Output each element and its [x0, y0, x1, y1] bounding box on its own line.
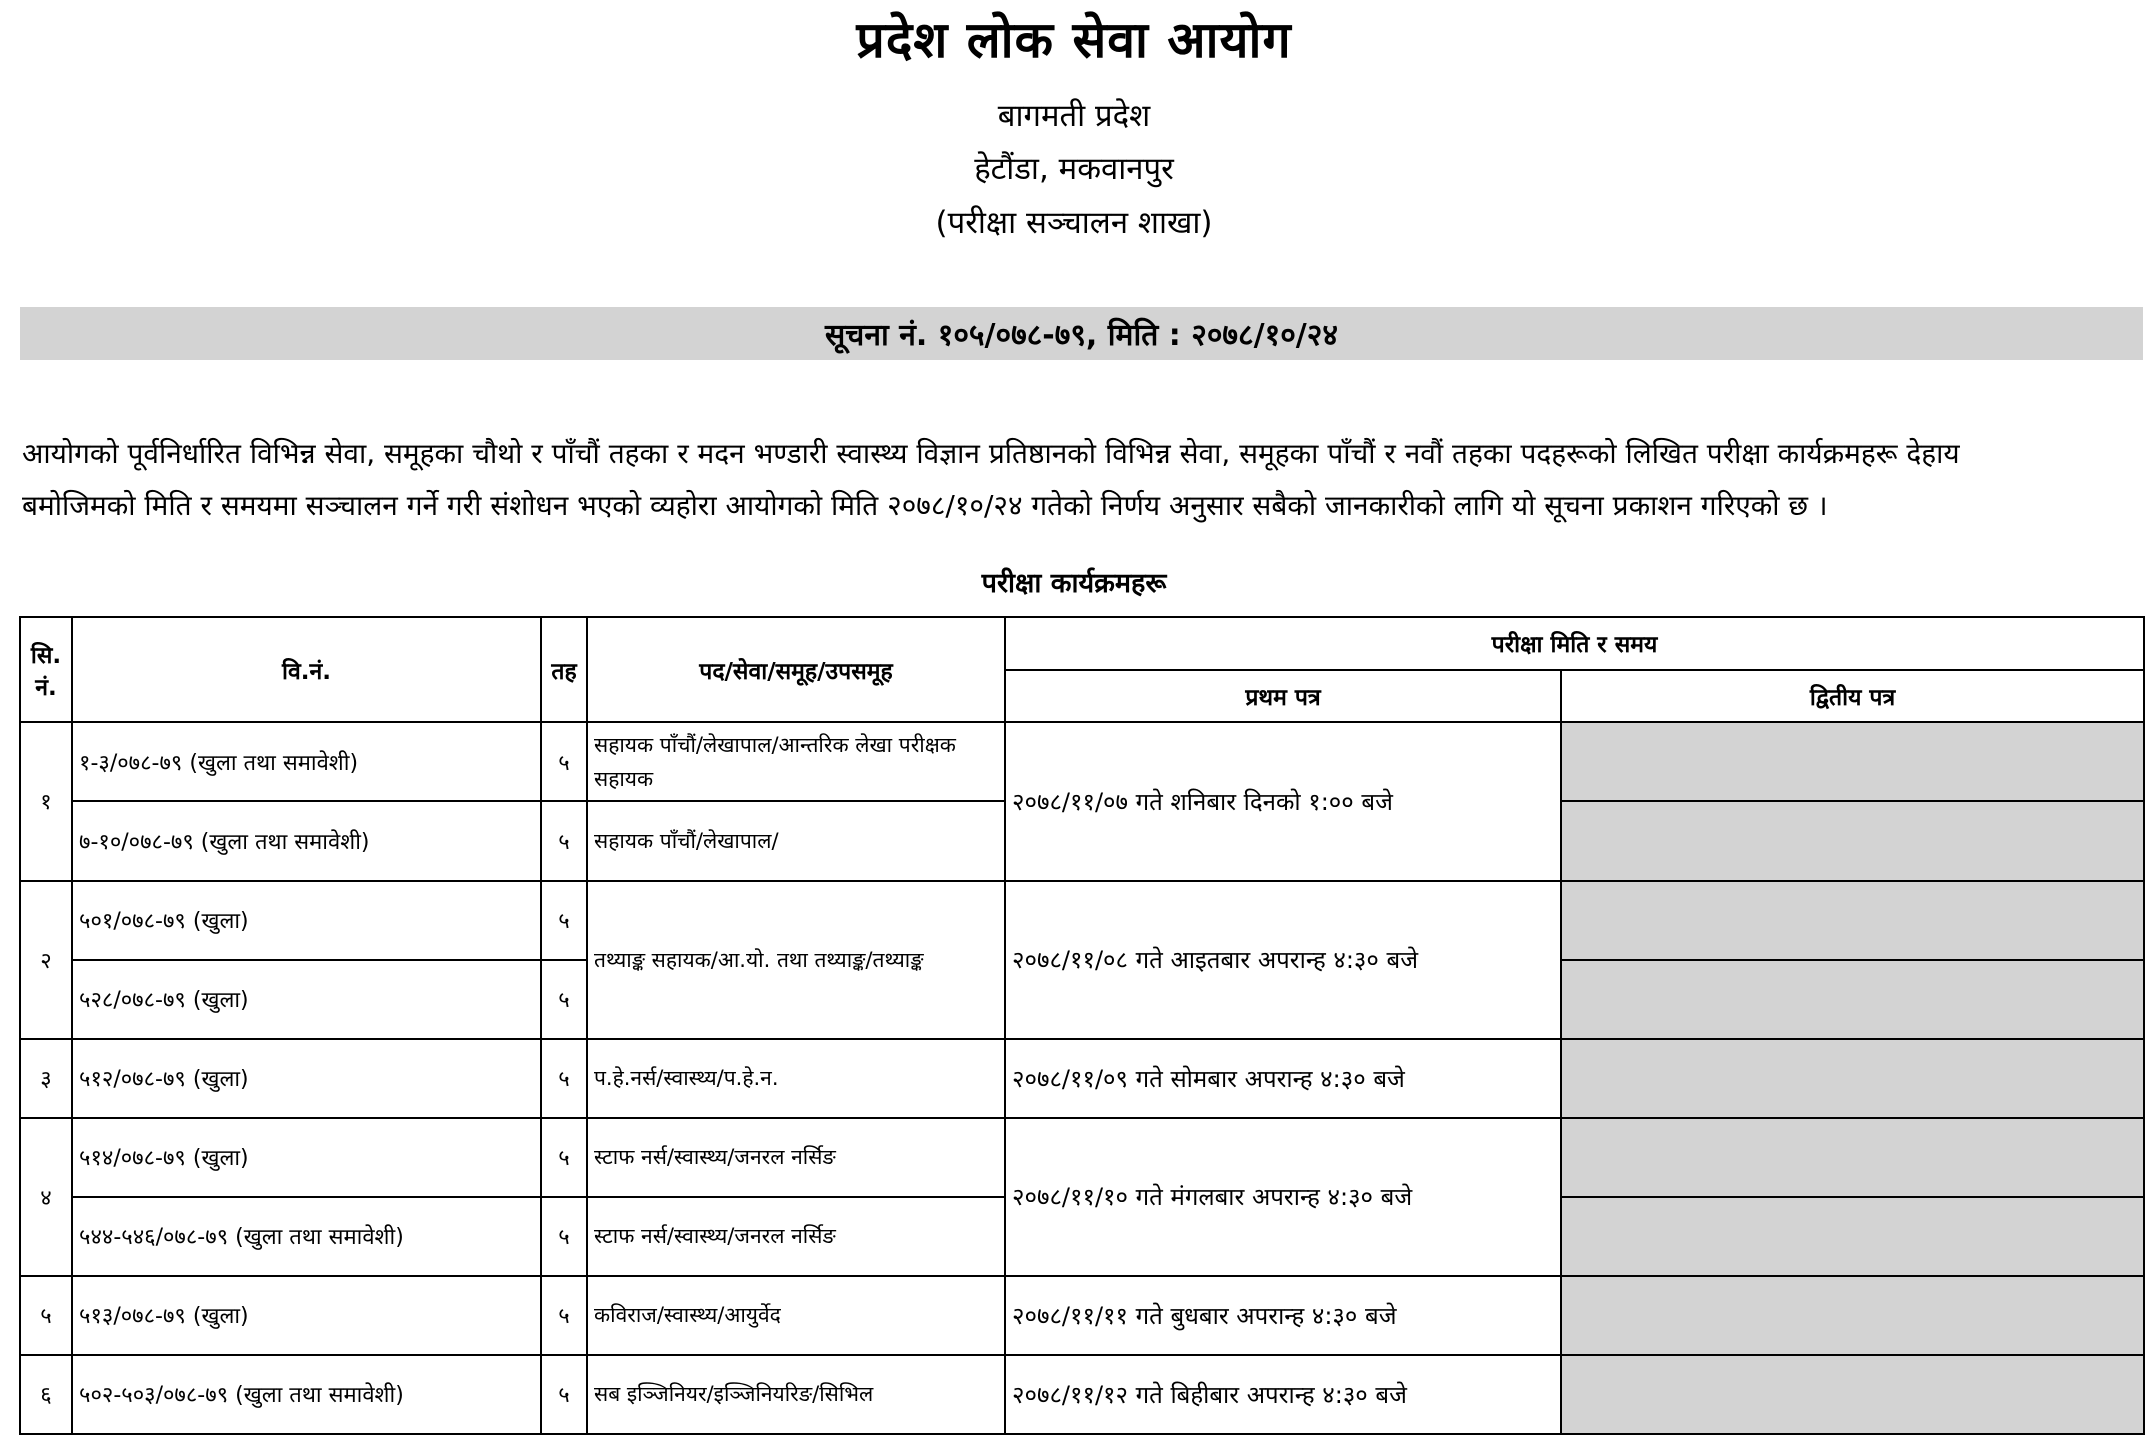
ad-no-cell: ५२८/०७८-७९ (खुला) — [72, 960, 541, 1039]
post-cell: तथ्याङ्क सहायक/आ.यो. तथा तथ्याङ्क/तथ्याङ्क — [587, 881, 1005, 1039]
second-paper-cell — [1561, 1276, 2144, 1355]
table-row — [20, 722, 2144, 801]
table-row — [20, 1118, 2144, 1197]
table-row — [20, 1276, 2144, 1355]
ad-no-cell: ७-१०/०७८-७९ (खुला तथा समावेशी) — [72, 801, 541, 880]
second-paper-cell — [1561, 1118, 2144, 1197]
level-cell: ५ — [541, 1118, 587, 1197]
first-paper-date-cell: २०७८/११/०९ गते सोमबार अपरान्ह ४:३० बजे — [1005, 1039, 1561, 1118]
sn-cell: ३ — [20, 1039, 72, 1118]
ad-no-cell: ५१२/०७८-७९ (खुला) — [72, 1039, 541, 1118]
level-cell: ५ — [541, 1197, 587, 1276]
sn-cell: ५ — [20, 1276, 72, 1355]
first-paper-date-cell: २०७८/११/१२ गते बिहीबार अपरान्ह ४:३० बजे — [1005, 1355, 1561, 1434]
second-paper-cell — [1561, 881, 2144, 960]
header-exam-datetime: परीक्षा मिति र समय — [1005, 617, 2144, 670]
level-cell: ५ — [541, 881, 587, 960]
table-header-row — [20, 617, 2144, 670]
notice-body-line: बमोजिमको मिति र समयमा सञ्चालन गर्ने गरी संशोधन भएको व्यहोरा आयोगको मिति २०७८/१०/२४ गतेको निर्णय अनुसार सबैको जानकारीको लागि यो सूचना प्रकाशन गरिएको छ । — [22, 489, 1828, 522]
post-cell: सब इञ्जिनियर/इञ्जिनियरिङ/सिभिल — [587, 1355, 1005, 1434]
post-cell: कविराज/स्वास्थ्य/आयुर्वेद — [587, 1276, 1005, 1355]
level-cell: ५ — [541, 1039, 587, 1118]
first-paper-date-cell: २०७८/११/०७ गते शनिबार दिनको १:०० बजे — [1005, 722, 1561, 880]
notice-body — [22, 428, 2132, 532]
sn-cell: १ — [20, 722, 72, 880]
second-paper-cell — [1561, 801, 2144, 880]
header-ad-no: वि.नं. — [72, 617, 541, 722]
sn-cell: २ — [20, 881, 72, 1039]
post-cell: सहायक पाँचौं/लेखापाल/ — [587, 801, 1005, 880]
table-row — [20, 881, 2144, 960]
post-cell: स्टाफ नर्स/स्वास्थ्य/जनरल नर्सिङ — [587, 1197, 1005, 1276]
header-level: तह — [541, 617, 587, 722]
first-paper-date-cell: २०७८/११/०८ गते आइतबार अपरान्ह ४:३० बजे — [1005, 881, 1561, 1039]
commission-title: प्रदेश लोक सेवा आयोग — [856, 11, 1292, 69]
province-name: बागमती प्रदेश — [997, 98, 1151, 134]
first-paper-date-cell: २०७८/११/११ गते बुधबार अपरान्ह ४:३० बजे — [1005, 1276, 1561, 1355]
exam-schedule-table — [19, 616, 2145, 1435]
ad-no-cell: ५४४-५४६/०७८-७९ (खुला तथा समावेशी) — [72, 1197, 541, 1276]
table-row — [20, 1355, 2144, 1434]
sn-cell: ४ — [20, 1118, 72, 1276]
table-title: परीक्षा कार्यक्रमहरू — [981, 568, 1167, 599]
second-paper-cell — [1561, 1197, 2144, 1276]
sn-cell: ६ — [20, 1355, 72, 1434]
level-cell: ५ — [541, 722, 587, 801]
header-post: पद/सेवा/समूह/उपसमूह — [587, 617, 1005, 722]
post-cell: सहायक पाँचौं/लेखापाल/आन्तरिक लेखा परीक्षक सहायक — [587, 722, 1005, 801]
post-cell: स्टाफ नर्स/स्वास्थ्य/जनरल नर्सिङ — [587, 1118, 1005, 1197]
post-cell: प.हे.नर्स/स्वास्थ्य/प.हे.न. — [587, 1039, 1005, 1118]
office-location: हेटौंडा, मकवानपुर — [974, 151, 1174, 187]
second-paper-cell — [1561, 960, 2144, 1039]
notice-number-date: सूचना नं. १०५/०७८-७९, मिति : २०७८/१०/२४ — [825, 318, 1338, 353]
second-paper-cell — [1561, 1039, 2144, 1118]
branch-name: (परीक्षा सञ्चालन शाखा) — [935, 205, 1213, 241]
second-paper-cell — [1561, 1355, 2144, 1434]
ad-no-cell: १-३/०७८-७९ (खुला तथा समावेशी) — [72, 722, 541, 801]
first-paper-date-cell: २०७८/११/१० गते मंगलबार अपरान्ह ४:३० बजे — [1005, 1118, 1561, 1276]
header-first-paper: प्रथम पत्र — [1005, 670, 1561, 723]
notice-body-line: आयोगको पूर्वनिर्धारित विभिन्न सेवा, समूहका चौथो र पाँचौं तहका र मदन भण्डारी स्वास्थ्य विज्ञान प्रतिष्ठानको विभिन्न सेवा, समूहका पाँचौं र नवौं तहका पदहरूको लिखित परीक्षा कार्यक्रमहरू देहाय — [22, 437, 1960, 470]
header-sn: सि. नं. — [20, 617, 72, 722]
table-row — [20, 1039, 2144, 1118]
ad-no-cell: ५१३/०७८-७९ (खुला) — [72, 1276, 541, 1355]
level-cell: ५ — [541, 1355, 587, 1434]
ad-no-cell: ५०१/०७८-७९ (खुला) — [72, 881, 541, 960]
level-cell: ५ — [541, 960, 587, 1039]
level-cell: ५ — [541, 801, 587, 880]
second-paper-cell — [1561, 722, 2144, 801]
level-cell: ५ — [541, 1276, 587, 1355]
ad-no-cell: ५०२-५०३/०७८-७९ (खुला तथा समावेशी) — [72, 1355, 541, 1434]
header-second-paper: द्वितीय पत्र — [1561, 670, 2144, 723]
ad-no-cell: ५१४/०७८-७९ (खुला) — [72, 1118, 541, 1197]
notice-number-bar — [20, 307, 2143, 360]
